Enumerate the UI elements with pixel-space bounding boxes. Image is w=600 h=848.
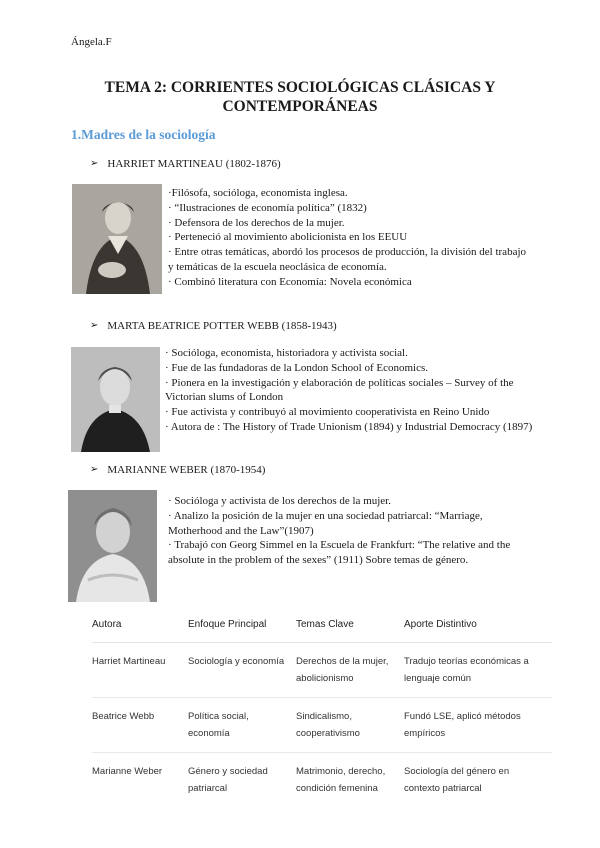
person-name: MARTA BEATRICE POTTER WEBB (1858-1943) — [107, 320, 337, 332]
table-cell: Matrimonio, derecho, condición femenina — [296, 766, 386, 794]
bullet-list-martineau — [168, 186, 528, 290]
person-heading-webb — [90, 320, 337, 332]
summary-table — [92, 612, 552, 807]
table-cell: Género y sociedad patriarcal — [188, 766, 268, 794]
list-item: · Defensora de los derechos de la mujer. — [168, 216, 345, 229]
bullet-list-webb — [165, 346, 535, 435]
table-row — [92, 698, 552, 753]
person-name: HARRIET MARTINEAU (1802-1876) — [107, 158, 281, 170]
arrow-bullet-icon: ➢ — [90, 158, 99, 169]
list-item: · Fue activista y contribuyó al movimiento cooperativista en Reino Unido — [165, 406, 490, 419]
table-cell: Sociología del género en contexto patriarcal — [404, 766, 510, 794]
list-item: · Socióloga, economista, historiadora y activista social. — [165, 347, 408, 359]
list-item: · Trabajó con Georg Simmel en la Escuela de Frankfurt: “The relative and the absolute in the problem of the sexes” (1911) Sobre temas de género. — [168, 539, 511, 567]
table-cell: Derechos de la mujer, abolicionismo — [296, 656, 389, 684]
table-cell: Beatrice Webb — [92, 711, 155, 722]
person-heading-martineau — [90, 158, 281, 170]
table-cell: Sindicalismo, cooperativismo — [296, 711, 360, 739]
table-cell: Política social, economía — [188, 711, 249, 739]
portrait-martineau — [72, 184, 162, 294]
list-item: · Perteneció al movimiento abolicionista en los EEUU — [168, 231, 408, 244]
list-item: · Combinó literatura con Economía: Novela económica — [168, 275, 412, 288]
table-header-row — [92, 612, 552, 643]
list-item: · Entre otras temáticas, abordó los procesos de producción, la división del trabajo y temáticas de la escuela neoclásica de economía. — [168, 246, 527, 273]
section-heading: 1.Madres de la sociología — [71, 127, 216, 142]
table-cell: Harriet Martineau — [92, 656, 166, 667]
table-header-cell: Aporte Distintivo — [404, 619, 477, 630]
arrow-bullet-icon: ➢ — [90, 464, 99, 475]
table-cell: Sociología y economía — [188, 656, 285, 667]
list-item: · Autora de : The History of Trade Unionism (1894) y Industrial Democracy (1897) — [165, 420, 533, 433]
table-header-cell: Enfoque Principal — [188, 619, 267, 630]
table-cell: Tradujo teorías económicas a lenguaje común — [404, 656, 529, 684]
author-name: Ángela.F — [71, 36, 112, 48]
list-item: · “Ilustraciones de economía política” (1832) — [168, 201, 367, 214]
portrait-webb — [71, 347, 160, 452]
person-name: MARIANNE WEBER (1870-1954) — [107, 464, 266, 476]
list-item: ·Filósofa, socióloga, economista inglesa. — [168, 187, 348, 199]
table-cell: Fundó LSE, aplicó métodos empíricos — [404, 711, 521, 739]
table-row — [92, 753, 552, 807]
list-item: · Pionera en la investigación y elaboración de políticas sociales – Survey of the Victorian slums of London — [165, 376, 514, 404]
list-item: · Fue de las fundadoras de la London School of Economics. — [165, 361, 429, 374]
table-header-cell: Autora — [92, 619, 122, 630]
list-item: · Socióloga y activista de los derechos de la mujer. — [168, 495, 391, 507]
person-heading-weber — [90, 464, 265, 476]
list-item: · Analizo la posición de la mujer en una sociedad patriarcal: “Marriage, Motherhood and the Law”(1907) — [168, 509, 483, 537]
page-title: TEMA 2: CORRIENTES SOCIOLÓGICAS CLÁSICAS Y CONTEMPORÁNEAS — [104, 79, 496, 115]
bullet-list-weber — [168, 494, 533, 568]
arrow-bullet-icon: ➢ — [90, 320, 99, 331]
table-header-cell: Temas Clave — [296, 619, 354, 630]
table-cell: Marianne Weber — [92, 766, 163, 777]
table-row — [92, 643, 552, 698]
portrait-weber — [68, 490, 157, 602]
